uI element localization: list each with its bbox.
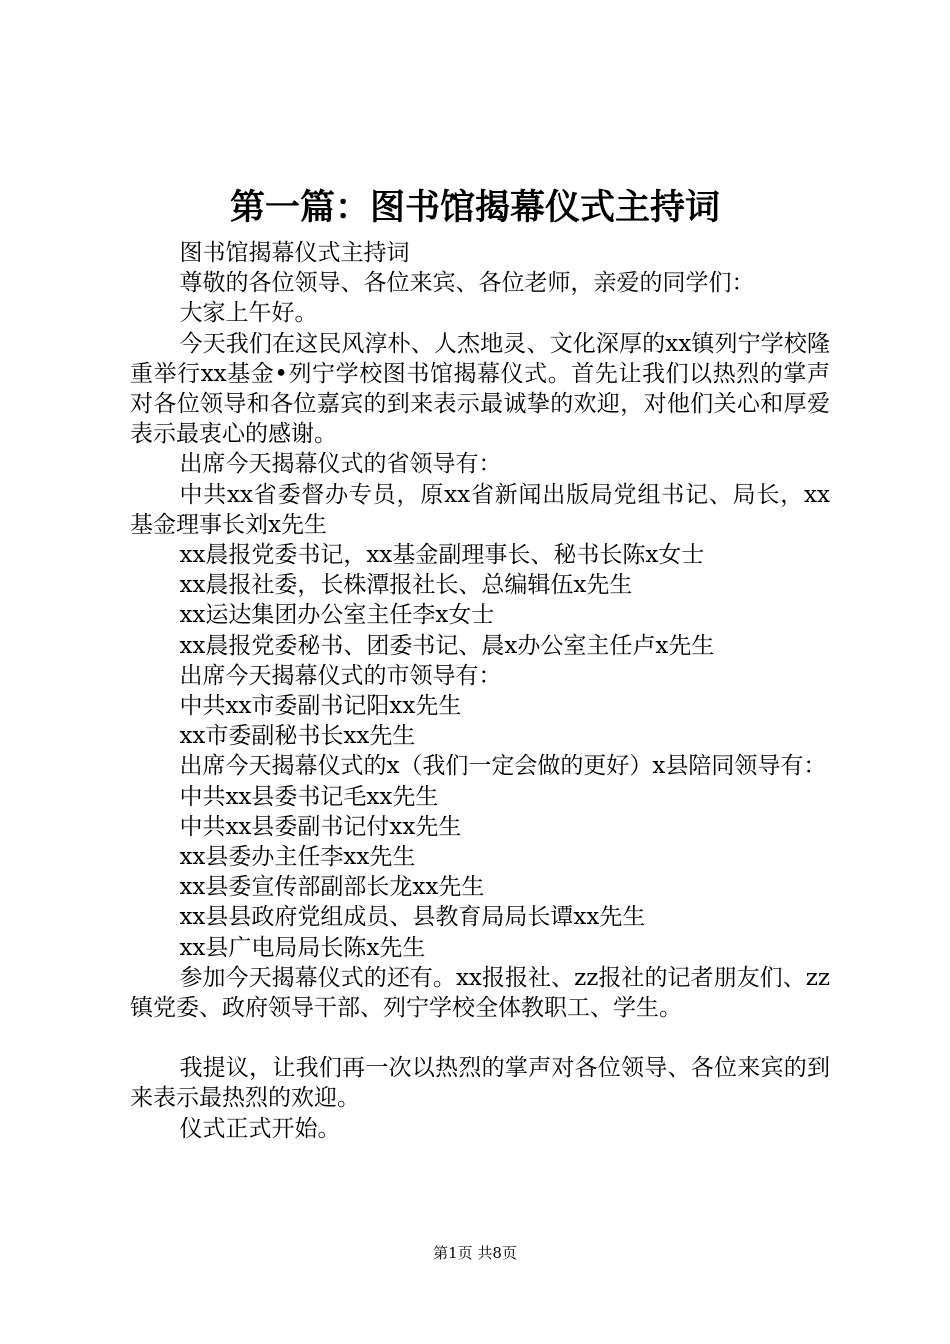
paragraph-subtitle: 图书馆揭幕仪式主持词	[179, 240, 410, 266]
document-title: 第一篇：图书馆揭幕仪式主持词	[229, 188, 720, 228]
paragraph-good-morning: 大家上午好。	[179, 300, 318, 327]
paragraph-guest: 中共xx县委副书记付xx先生	[179, 813, 462, 840]
paragraph-guest: xx县县政府党组成员、县教育局局长谭xx先生	[179, 904, 646, 931]
paragraph-guest: xx运达集团办公室主任李x女士	[179, 602, 495, 629]
paragraph-guest: 中共xx县委书记毛xx先生	[179, 783, 439, 810]
paragraph-guest: xx县委办主任李xx先生	[179, 844, 416, 871]
paragraph-guest: xx县广电局局长陈x先生	[179, 934, 426, 961]
paragraph-guest: xx晨报社委，长株潭报社长、总编辑伍x先生	[179, 572, 633, 599]
paragraph-proposal: 我提议，让我们再一次以热烈的掌声对各位领导、各位来宾的到来表示最热烈的欢迎。	[130, 1055, 830, 1112]
paragraph-guest: xx晨报党委秘书、团委书记、晨x办公室主任卢x先生	[179, 632, 715, 659]
page-footer: 第1页 共8页	[433, 1244, 517, 1262]
paragraph-guest: xx市委副秘书长xx先生	[179, 723, 416, 750]
paragraph-guest: xx晨报党委书记，xx基金副理事长、秘书长陈x女士	[179, 542, 705, 569]
paragraph-county-leaders-heading: 出席今天揭幕仪式的x（我们一定会做的更好）x县陪同领导有：	[179, 753, 827, 780]
paragraph-guest: xx县委宣传部副部长龙xx先生	[179, 874, 485, 901]
paragraph-provincial-leaders-heading: 出席今天揭幕仪式的省领导有：	[179, 451, 502, 478]
paragraph-other-attendees: 参加今天揭幕仪式的还有。xx报报社、zz报社的记者朋友们、zz镇党委、政府领导干部、列宁学校全体教职工、学生。	[130, 964, 830, 1022]
paragraph-welcome: 今天我们在这民风淳朴、人杰地灵、文化深厚的xx镇列宁学校隆重举行xx基金•列宁学校图书馆揭幕仪式。首先让我们以热烈的掌声对各位领导和各位嘉宾的到来表示最诚挚的欢迎，对他们关心和厚爱表示最衷心的感谢。	[130, 330, 830, 448]
paragraph-guest: 中共xx省委督办专员，原xx省新闻出版局党组书记、局长，xx基金理事长刘x先生	[130, 481, 830, 538]
paragraph-greeting: 尊敬的各位领导、各位来宾、各位老师，亲爱的同学们：	[179, 270, 755, 297]
document-body	[130, 238, 830, 1144]
paragraph-ceremony-start: 仪式正式开始。	[179, 1115, 341, 1142]
paragraph-city-leaders-heading: 出席今天揭幕仪式的市领导有：	[179, 662, 502, 689]
paragraph-guest: 中共xx市委副书记阳xx先生	[179, 693, 462, 720]
